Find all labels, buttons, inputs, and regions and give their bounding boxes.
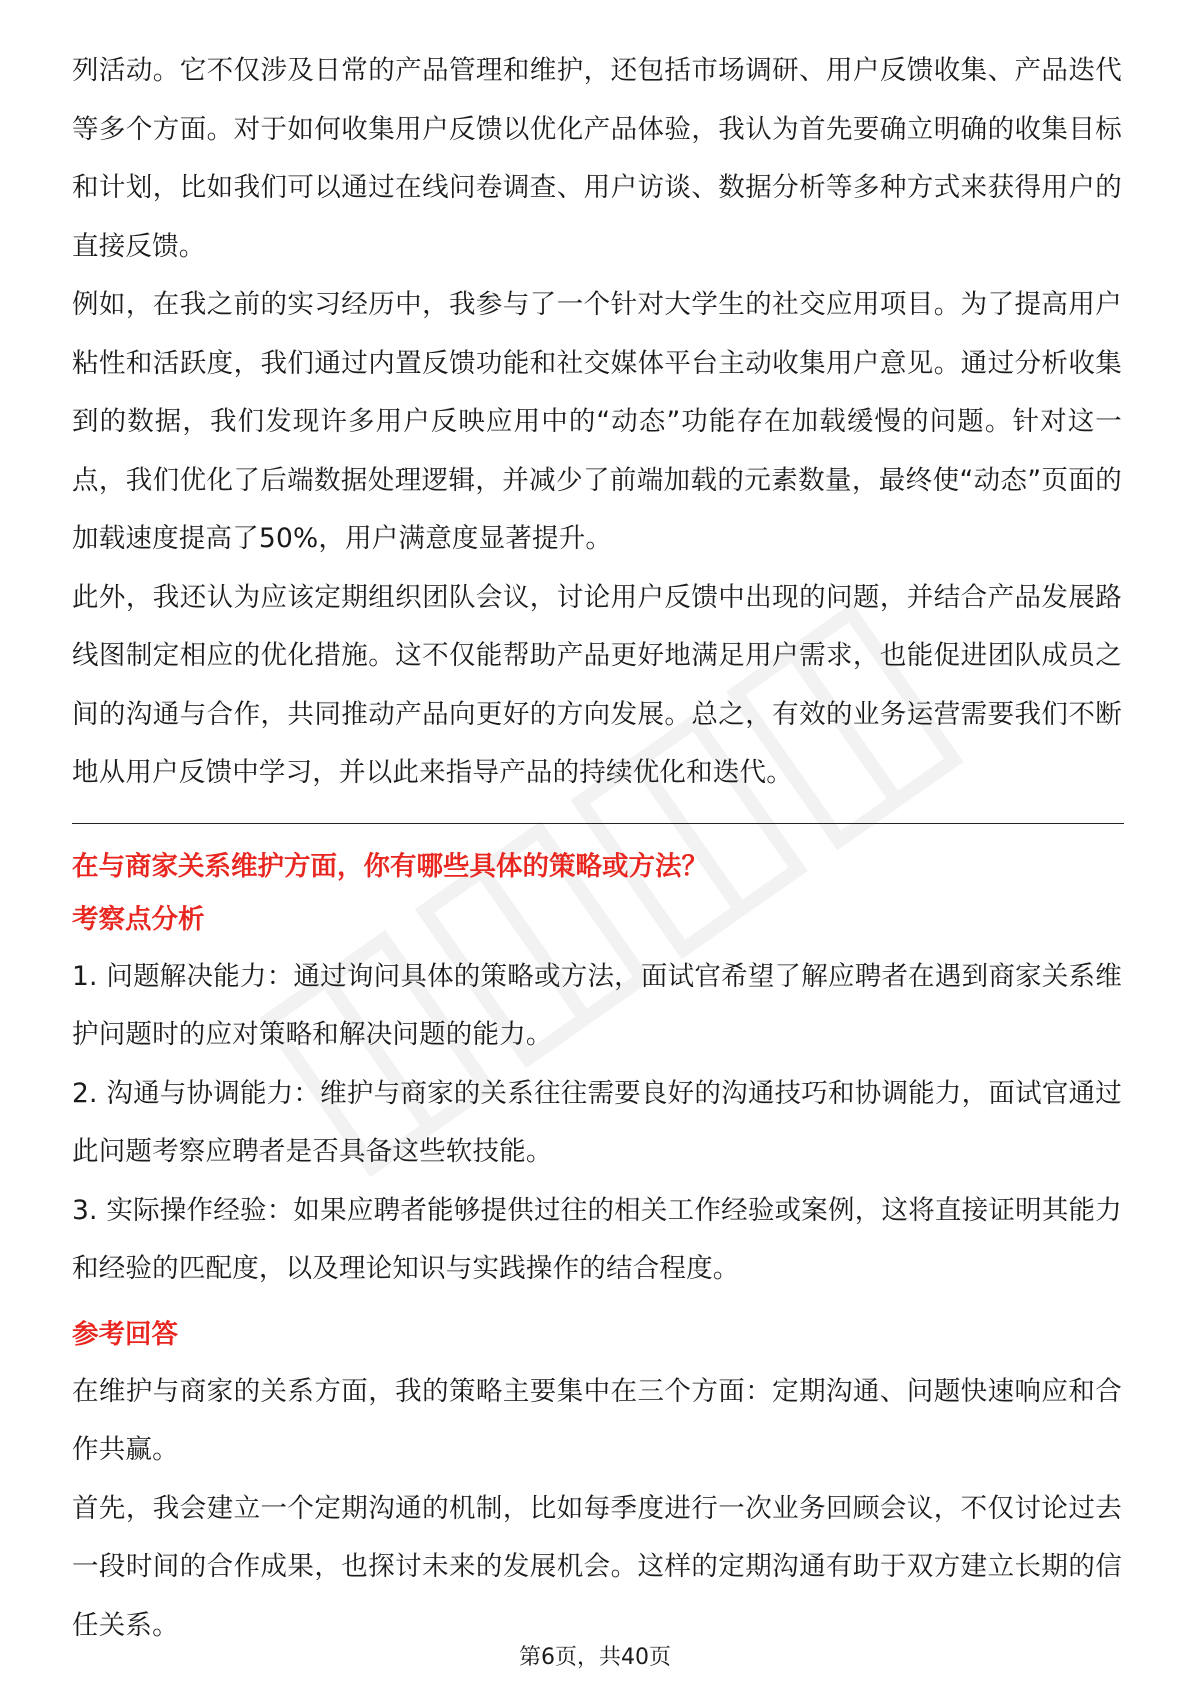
document-page: [72, 42, 1122, 1655]
question-title: 在与商家关系维护方面，你有哪些具体的策略或方法？: [72, 850, 708, 882]
section-divider: [72, 823, 1124, 824]
analysis-item: 1. 问题解决能力：通过询问具体的策略或方法，面试官希望了解应聘者在遇到商家关系维护问题时的应对策略和解决问题的能力。: [72, 960, 1122, 1050]
reference-heading: 参考回答: [72, 1318, 178, 1350]
page-number: 第6页，共40页: [519, 1645, 671, 1670]
body-paragraph: 例如，在我之前的实习经历中，我参与了一个针对大学生的社交应用项目。为了提高用户粘性和活跃度，我们通过内置反馈功能和社交媒体平台主动收集用户意见。通过分析收集到的数据，我们发现许多用户反映应用中的“动态”功能存在加载缓慢的问题。针对这一点，我们优化了后端数据处理逻辑，并减少了前端加载的元素数量，最终使“动态”页面的加载速度提高了50%，用户满意度显著提升。: [72, 289, 1122, 554]
analysis-item: 2. 沟通与协调能力：维护与商家的关系往往需要良好的沟通技巧和协调能力，面试官通过此问题考察应聘者是否具备这些软技能。: [72, 1077, 1122, 1167]
body-paragraph: 此外，我还认为应该定期组织团队会议，讨论用户反馈中出现的问题，并结合产品发展路线图制定相应的优化措施。这不仅能帮助产品更好地满足用户需求，也能促进团队成员之间的沟通与合作，共同推动产品向更好的方向发展。总之，有效的业务运营需要我们不断地从用户反馈中学习，并以此来指导产品的持续优化和迭代。: [72, 581, 1122, 788]
analysis-heading: 考察点分析: [72, 903, 205, 935]
analysis-item: 3. 实际操作经验：如果应聘者能够提供过往的相关工作经验或案例，这将直接证明其能力和经验的匹配度，以及理论知识与实践操作的结合程度。: [72, 1194, 1122, 1284]
body-paragraph: 列活动。它不仅涉及日常的产品管理和维护，还包括市场调研、用户反馈收集、产品迭代等多个方面。对于如何收集用户反馈以优化产品体验，我认为首先要确立明确的收集目标和计划，比如我们可以通过在线问卷调查、用户访谈、数据分析等多种方式来获得用户的直接反馈。: [72, 55, 1122, 262]
reference-paragraph: 首先，我会建立一个定期沟通的机制，比如每季度进行一次业务回顾会议，不仅讨论过去一段时间的合作成果，也探讨未来的发展机会。这样的定期沟通有助于双方建立长期的信任关系。: [72, 1492, 1122, 1641]
reference-paragraph: 在维护与商家的关系方面，我的策略主要集中在三个方面：定期沟通、问题快速响应和合作共赢。: [72, 1375, 1122, 1465]
